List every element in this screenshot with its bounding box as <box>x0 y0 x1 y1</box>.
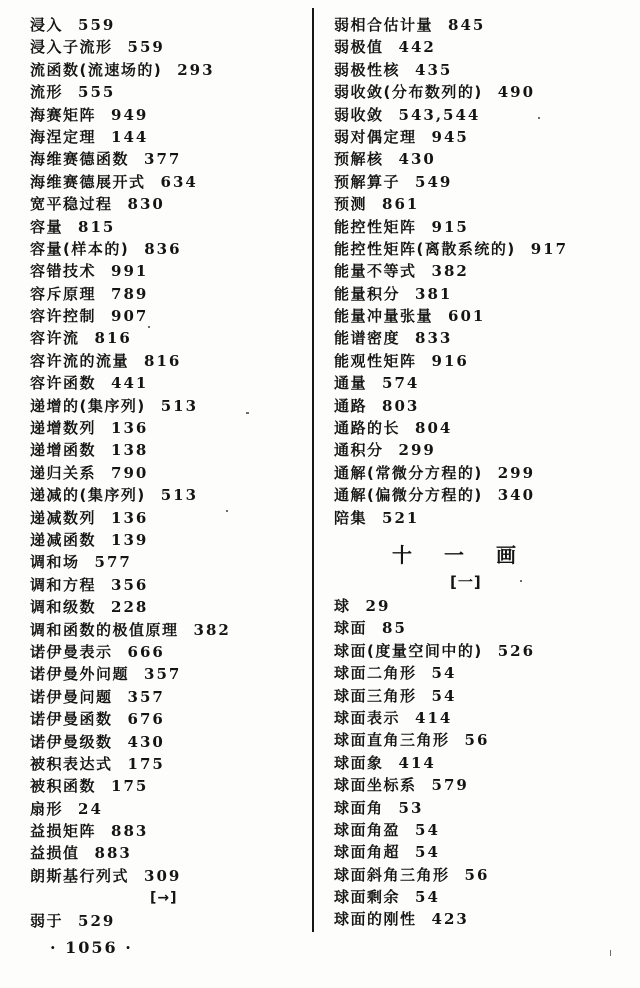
index-entry <box>334 819 632 841</box>
entry-term: 球面直角三角形 <box>334 731 450 750</box>
entry-page-number: 907 <box>111 307 149 326</box>
index-entry <box>334 462 632 484</box>
index-entry <box>30 529 306 551</box>
entry-page-number: 340 <box>497 486 536 505</box>
index-entry <box>30 216 306 238</box>
entry-term: 递减数列 <box>30 508 97 527</box>
entry-page-number: 430 <box>127 732 165 751</box>
entry-term: 容量 <box>30 217 64 236</box>
entry-page-number: 357 <box>127 687 165 706</box>
entry-term: 益损矩阵 <box>30 822 97 841</box>
entry-page-number: 815 <box>78 217 116 236</box>
index-entry <box>30 439 306 461</box>
index-entry <box>30 462 306 484</box>
entry-page-number: 666 <box>127 642 165 661</box>
entry-term: 球面(度量空间中的) <box>334 641 483 660</box>
index-entry <box>334 617 632 639</box>
entry-term: 海赛矩阵 <box>30 105 97 124</box>
index-entry <box>30 551 306 573</box>
entry-term: 弱极性核 <box>334 60 401 79</box>
index-entry <box>30 686 306 708</box>
index-entry <box>30 596 306 618</box>
entry-term: 通量 <box>334 374 368 393</box>
entry-term: 球面角超 <box>334 843 401 862</box>
index-entry <box>334 729 632 751</box>
entry-page-number: 309 <box>144 866 182 885</box>
entry-term: 球面的刚性 <box>334 910 417 929</box>
entry-page-number: 382 <box>193 620 231 639</box>
index-entry <box>30 171 306 193</box>
entry-page-number: 423 <box>431 910 469 929</box>
entry-page-number: 601 <box>448 307 486 326</box>
entry-page-number: 56 <box>464 865 490 884</box>
entry-term: 预解核 <box>334 150 384 169</box>
stroke-type-marker-horizontal: [一] <box>450 572 482 591</box>
entry-page-number: 804 <box>415 419 453 438</box>
entry-page-number: 916 <box>431 351 469 370</box>
index-entry <box>334 662 632 684</box>
entry-page-number: 356 <box>111 575 149 594</box>
entry-page-number: 138 <box>111 441 149 460</box>
entry-page-number: 949 <box>111 105 149 124</box>
entry-page-number: 54 <box>431 686 457 705</box>
entry-page-number: 54 <box>415 843 440 862</box>
entry-page-number: 513 <box>160 396 199 415</box>
entry-term: 通解(偏微分方程的) <box>334 486 483 505</box>
index-entry <box>30 775 306 797</box>
index-entry <box>30 395 306 417</box>
entry-term: 海维赛德函数 <box>30 150 130 169</box>
entry-page-number: 543,544 <box>398 105 481 124</box>
entry-term: 调和场 <box>30 553 80 572</box>
index-entry <box>334 507 632 529</box>
entry-page-number: 175 <box>111 777 149 796</box>
entry-term: 被积表达式 <box>30 754 113 773</box>
index-entry <box>334 126 632 148</box>
index-entry <box>30 283 306 305</box>
index-entry <box>334 908 632 930</box>
entry-term: 递减函数 <box>30 530 97 549</box>
entry-page-number: 293 <box>177 60 215 79</box>
index-entry <box>30 507 306 529</box>
entry-term: 容许函数 <box>30 374 97 393</box>
index-entry <box>30 910 306 932</box>
index-entry <box>30 820 306 842</box>
entry-term: 陪集 <box>334 508 368 527</box>
index-entry <box>30 731 306 753</box>
entry-page-number: 435 <box>415 60 453 79</box>
index-entry <box>30 708 306 730</box>
entry-term: 递归关系 <box>30 463 97 482</box>
index-entry <box>334 640 632 662</box>
entry-page-number: 836 <box>144 239 182 258</box>
entry-page-number: 24 <box>78 799 103 818</box>
index-entry <box>334 283 632 305</box>
entry-page-number: 861 <box>382 195 420 214</box>
entry-term: 能谱密度 <box>334 329 401 348</box>
scan-speck <box>246 412 249 414</box>
entry-page-number: 377 <box>144 150 182 169</box>
entry-term: 能控性矩阵 <box>334 217 417 236</box>
entry-page-number: 56 <box>464 731 490 750</box>
index-entry <box>30 417 306 439</box>
entry-term: 调和方程 <box>30 575 97 594</box>
index-entry <box>334 238 632 260</box>
index-entry <box>30 350 306 372</box>
entry-term: 浸入子流形 <box>30 38 113 57</box>
entry-page-number: 29 <box>365 596 391 615</box>
page-number: · 1056 · <box>50 938 133 957</box>
entry-page-number: 521 <box>382 508 420 527</box>
entry-page-number: 490 <box>497 83 536 102</box>
index-entry <box>30 865 306 887</box>
entry-term: 诺伊曼级数 <box>30 732 113 751</box>
scan-speck <box>148 326 150 328</box>
scan-speck <box>520 580 522 582</box>
entry-page-number: 574 <box>382 374 420 393</box>
index-entry <box>334 148 632 170</box>
entry-page-number: 816 <box>94 329 132 348</box>
index-entry <box>334 886 632 908</box>
entry-page-number: 790 <box>111 463 149 482</box>
index-left-column <box>30 14 306 932</box>
entry-page-number: 559 <box>127 38 165 57</box>
entry-page-number: 917 <box>530 239 569 258</box>
entry-page-number: 54 <box>415 820 440 839</box>
entry-page-number: 789 <box>111 284 149 303</box>
entry-page-number: 430 <box>398 150 436 169</box>
entry-page-number: 54 <box>431 664 457 683</box>
index-entry <box>334 216 632 238</box>
entry-term: 诺伊曼外问题 <box>30 665 130 684</box>
entry-page-number: 299 <box>398 441 436 460</box>
entry-term: 球面角 <box>334 798 384 817</box>
entry-term: 预解算子 <box>334 172 401 191</box>
index-entry <box>30 104 306 126</box>
entry-page-number: 53 <box>398 798 424 817</box>
scan-speck <box>226 510 228 512</box>
index-entry <box>30 59 306 81</box>
entry-term: 球面斜角三角形 <box>334 865 450 884</box>
index-entry <box>30 372 306 394</box>
index-entry <box>334 395 632 417</box>
entry-page-number: 549 <box>415 172 453 191</box>
index-entry <box>334 841 632 863</box>
entry-term: 诺伊曼问题 <box>30 687 113 706</box>
entry-term: 球面坐标系 <box>334 776 417 795</box>
index-entry <box>334 372 632 394</box>
entry-page-number: 299 <box>497 463 536 482</box>
entry-term: 诺伊曼函数 <box>30 710 113 729</box>
entry-page-number: 634 <box>160 172 198 191</box>
entry-page-number: 883 <box>111 822 149 841</box>
entry-page-number: 579 <box>431 776 469 795</box>
index-entry <box>30 798 306 820</box>
stroke-type-marker-fold: [→] <box>150 890 178 907</box>
entry-term: 宽平稳过程 <box>30 195 113 214</box>
entry-term: 益损值 <box>30 844 80 863</box>
section-header-eleven-strokes: 十一画 <box>392 542 548 567</box>
entry-page-number: 136 <box>111 508 149 527</box>
entry-term: 弱相合估计量 <box>334 16 434 34</box>
entry-page-number: 442 <box>398 38 436 57</box>
entry-page-number: 529 <box>78 911 116 930</box>
index-entry <box>334 81 632 103</box>
right-entry-list-top <box>334 14 632 529</box>
entry-term: 通解(常微分方程的) <box>334 463 483 482</box>
entry-page-number: 382 <box>431 262 469 281</box>
entry-page-number: 803 <box>382 396 420 415</box>
index-entry <box>334 774 632 796</box>
entry-term: 弱收敛(分布数列的) <box>334 83 483 102</box>
index-entry <box>30 260 306 282</box>
index-entry <box>334 350 632 372</box>
entry-term: 递增函数 <box>30 441 97 460</box>
entry-page-number: 816 <box>144 351 182 370</box>
scan-speck <box>538 117 540 119</box>
entry-term: 球面三角形 <box>334 686 417 705</box>
entry-term: 递减的(集序列) <box>30 486 146 505</box>
index-entry <box>334 484 632 506</box>
entry-page-number: 228 <box>111 598 149 617</box>
index-entry <box>30 238 306 260</box>
entry-term: 球面二角形 <box>334 664 417 683</box>
entry-term: 弱极值 <box>334 38 384 57</box>
index-entry <box>334 439 632 461</box>
entry-page-number: 414 <box>398 753 436 772</box>
index-entry <box>30 484 306 506</box>
left-entry-list <box>30 14 306 887</box>
entry-term: 弱对偶定理 <box>334 127 417 146</box>
entry-page-number: 54 <box>415 888 440 907</box>
entry-term: 浸入 <box>30 16 64 34</box>
entry-term: 能控性矩阵(离散系统的) <box>334 239 516 258</box>
entry-page-number: 526 <box>497 641 536 660</box>
entry-term: 能量冲量张量 <box>334 307 434 326</box>
entry-term: 调和级数 <box>30 598 97 617</box>
entry-page-number: 144 <box>111 127 149 146</box>
index-entry <box>334 14 632 36</box>
entry-term: 容斥原理 <box>30 284 97 303</box>
index-entry <box>30 148 306 170</box>
entry-page-number: 945 <box>431 127 469 146</box>
entry-term: 朗斯基行列式 <box>30 866 130 885</box>
entry-page-number: 175 <box>127 754 165 773</box>
entry-term: 流函数(流速场的) <box>30 60 163 79</box>
entry-page-number: 676 <box>127 710 165 729</box>
entry-page-number: 559 <box>78 16 116 34</box>
entry-term: 容许流 <box>30 329 80 348</box>
entry-page-number: 883 <box>94 844 132 863</box>
entry-term: 容许控制 <box>30 307 97 326</box>
index-entry <box>30 842 306 864</box>
index-entry <box>30 663 306 685</box>
entry-term: 能观性矩阵 <box>334 351 417 370</box>
entry-page-number: 915 <box>431 217 469 236</box>
entry-page-number: 414 <box>415 708 453 727</box>
index-entry <box>30 305 306 327</box>
index-entry <box>334 595 632 617</box>
entry-term: 球面表示 <box>334 708 401 727</box>
entry-term: 海维赛德展开式 <box>30 172 146 191</box>
entry-page-number: 830 <box>127 195 165 214</box>
entry-term: 海涅定理 <box>30 127 97 146</box>
entry-term: 被积函数 <box>30 777 97 796</box>
entry-term: 球面象 <box>334 753 384 772</box>
entry-term: 预测 <box>334 195 368 214</box>
index-entry <box>30 81 306 103</box>
entry-page-number: 139 <box>111 530 149 549</box>
index-entry <box>334 707 632 729</box>
index-entry <box>334 305 632 327</box>
entry-term: 球 <box>334 596 351 615</box>
index-entry <box>334 864 632 886</box>
entry-page-number: 555 <box>78 83 116 102</box>
index-entry <box>334 797 632 819</box>
entry-page-number: 357 <box>144 665 182 684</box>
index-entry <box>334 417 632 439</box>
index-entry <box>30 327 306 349</box>
entry-term: 诺伊曼表示 <box>30 642 113 661</box>
entry-page-number: 833 <box>415 329 453 348</box>
entry-term: 容错技术 <box>30 262 97 281</box>
index-right-column <box>334 14 632 931</box>
entry-term: 调和函数的极值原理 <box>30 620 179 639</box>
index-entry <box>334 104 632 126</box>
index-entry <box>30 641 306 663</box>
entry-page-number: 85 <box>382 619 407 638</box>
index-entry <box>334 36 632 58</box>
entry-term: 容许流的流量 <box>30 351 130 370</box>
entry-term: 容量(样本的) <box>30 239 130 258</box>
index-entry <box>334 193 632 215</box>
entry-term: 通路 <box>334 396 368 415</box>
column-divider <box>312 8 314 932</box>
scan-speck <box>610 950 611 956</box>
entry-term: 能量不等式 <box>334 262 417 281</box>
entry-term: 球面角盈 <box>334 820 401 839</box>
entry-page-number: 845 <box>448 16 486 34</box>
index-entry <box>334 171 632 193</box>
entry-page-number: 577 <box>94 553 132 572</box>
index-entry <box>334 752 632 774</box>
entry-term: 球面 <box>334 619 368 638</box>
entry-term: 递增的(集序列) <box>30 396 146 415</box>
entry-term: 弱收敛 <box>334 105 384 124</box>
entry-term: 能量积分 <box>334 284 401 303</box>
index-entry <box>30 619 306 641</box>
left-entry-list-after-marker <box>30 910 306 932</box>
index-entry <box>334 59 632 81</box>
index-entry <box>30 126 306 148</box>
index-entry <box>30 36 306 58</box>
right-entry-list-bottom <box>334 595 632 931</box>
entry-page-number: 991 <box>111 262 149 281</box>
index-entry <box>30 14 306 36</box>
index-entry <box>334 260 632 282</box>
index-entry <box>30 574 306 596</box>
entry-term: 弱于 <box>30 911 64 930</box>
entry-page-number: 441 <box>111 374 149 393</box>
entry-term: 球面剩余 <box>334 888 401 907</box>
entry-term: 扇形 <box>30 799 64 818</box>
index-entry <box>334 685 632 707</box>
entry-term: 通积分 <box>334 441 384 460</box>
entry-term: 递增数列 <box>30 419 97 438</box>
entry-page-number: 513 <box>160 486 199 505</box>
entry-term: 通路的长 <box>334 419 401 438</box>
index-entry <box>30 753 306 775</box>
entry-term: 流形 <box>30 83 64 102</box>
entry-page-number: 381 <box>415 284 453 303</box>
entry-page-number: 136 <box>111 419 149 438</box>
index-entry <box>334 327 632 349</box>
index-entry <box>30 193 306 215</box>
